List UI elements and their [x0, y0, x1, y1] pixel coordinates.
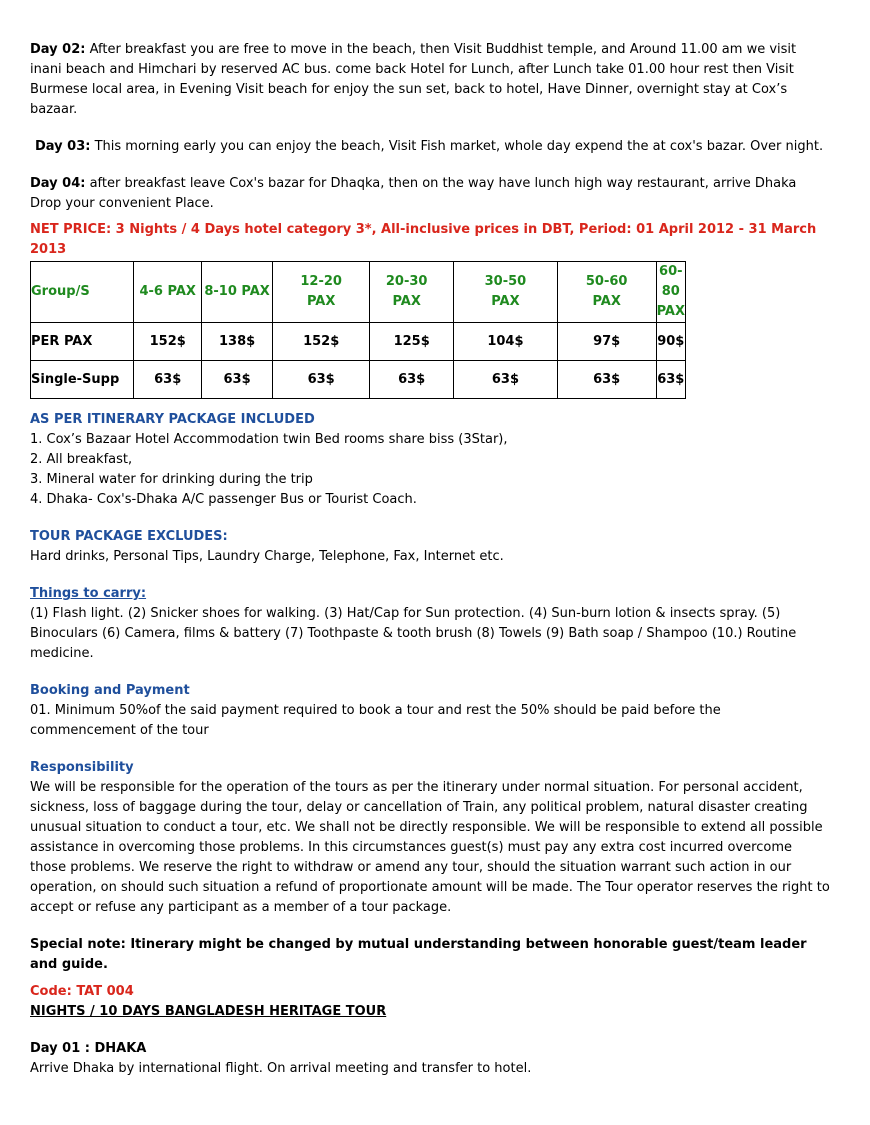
price-cell: 152$ [273, 323, 370, 361]
price-cell: 63$ [557, 361, 656, 399]
price-cell: 125$ [370, 323, 454, 361]
booking-text: 01. Minimum 50%of the said payment required to book a tour and rest the 50% should be paid before the commencement of the tour [30, 703, 721, 738]
row-label: Single-Supp [31, 361, 134, 399]
day-02-paragraph [30, 40, 830, 120]
list-item: 2. All breakfast, [30, 452, 133, 467]
net-price-heading: NET PRICE: 3 Nights / 4 Days hotel category 3*, All-inclusive prices in DBT, Period: 01 April 2012 - 31 March 2013 [30, 222, 817, 257]
day-04-paragraph [30, 174, 830, 214]
header-cell: 50-60 PAX [557, 262, 656, 323]
price-cell: 63$ [454, 361, 558, 399]
price-table [30, 261, 686, 399]
header-cell: 20-30 PAX [370, 262, 454, 323]
header-cell: 8-10 PAX [202, 262, 273, 323]
included-heading: AS PER ITINERARY PACKAGE INCLUDED [30, 412, 315, 427]
price-cell: 152$ [134, 323, 202, 361]
price-cell: 63$ [370, 361, 454, 399]
day-02-text: After breakfast you are free to move in the beach, then Visit Buddhist temple, and Around 11.00 am we visit inani beach and Himchari by reserved AC bus. come back Hotel for Lunch, after Lunch take 01.00 hour rest then Visit Burmese local area, in Evening Visit beach for enjoy the sun set, back to hotel, Have Dinner, overnight stay at Cox’s bazaar. [30, 42, 797, 117]
price-cell: 138$ [202, 323, 273, 361]
price-cell: 63$ [273, 361, 370, 399]
header-cell: 60-80 PAX [656, 262, 685, 323]
day-02-label: Day 02: [30, 42, 86, 57]
responsibility-heading: Responsibility [30, 760, 134, 775]
booking-heading: Booking and Payment [30, 683, 190, 698]
tour-code: Code: TAT 004 [30, 984, 134, 999]
price-cell: 63$ [134, 361, 202, 399]
table-row [31, 361, 686, 399]
day-04-text: after breakfast leave Cox's bazar for Dhaqka, then on the way have lunch high way restaurant, arrive Dhaka Drop your convenient Place. [30, 176, 797, 211]
day-03-text: This morning early you can enjoy the beach, Visit Fish market, whole day expend the at cox's bazar. Over night. [90, 139, 824, 154]
price-cell: 90$ [656, 323, 685, 361]
document-page [30, 40, 830, 1079]
special-note: Special note: Itinerary might be changed by mutual understanding between honorable guest/team leader and guide. [30, 937, 807, 972]
list-item: 3. Mineral water for drinking during the trip [30, 472, 313, 487]
day-03-label: Day 03: [35, 139, 91, 154]
tour-title: NIGHTS / 10 DAYS BANGLADESH HERITAGE TOUR [30, 1004, 387, 1019]
responsibility-text: We will be responsible for the operation of the tours as per the itinerary under normal situation. For personal accident, sickness, loss of baggage during the tour, delay or cancellation of Train, any political problem, natural disaster creating unusual situation to conduct a tour, etc. We shall not be directly responsible. We will be responsible to extend all possible assistance in overcoming those problems. In this circumstances guest(s) must pay any extra cost incurred overcome those problems. We reserve the right to withdraw or amend any tour, should the situation warrant such action in our operation, on should such situation a refund of proportionate amount will be made. The Tour operator reserves the right to accept or refuse any participant as a member of a tour package. [30, 780, 830, 915]
price-cell: 63$ [202, 361, 273, 399]
excludes-text: Hard drinks, Personal Tips, Laundry Charge, Telephone, Fax, Internet etc. [30, 549, 504, 564]
price-cell: 97$ [557, 323, 656, 361]
row-label: PER PAX [31, 323, 134, 361]
header-cell: 12-20 PAX [273, 262, 370, 323]
list-item: 1. Cox’s Bazaar Hotel Accommodation twin Bed rooms share biss (3Star), [30, 432, 508, 447]
day-03-paragraph [30, 137, 830, 157]
price-cell: 104$ [454, 323, 558, 361]
excludes-heading: TOUR PACKAGE EXCLUDES: [30, 529, 228, 544]
things-to-carry-heading: Things to carry: [30, 586, 147, 601]
things-to-carry-text: (1) Flash light. (2) Snicker shoes for walking. (3) Hat/Cap for Sun protection. (4) Sun-burn lotion & insects spray. (5) Binoculars (6) Camera, films & battery (7) Toothpaste & tooth brush (8) Towels (9) Bath soap / Shampoo (10.) Routine medicine. [30, 606, 797, 661]
day-01-label: Day 01 : DHAKA [30, 1041, 147, 1056]
list-item: 4. Dhaka- Cox's-Dhaka A/C passenger Bus or Tourist Coach. [30, 492, 417, 507]
included-list [30, 430, 830, 510]
day-01-text: Arrive Dhaka by international flight. On arrival meeting and transfer to hotel. [30, 1061, 532, 1076]
header-cell: 30-50 PAX [454, 262, 558, 323]
header-cell: Group/S [31, 262, 134, 323]
price-table-header-row [31, 262, 686, 323]
day-04-label: Day 04: [30, 176, 86, 191]
header-cell: 4-6 PAX [134, 262, 202, 323]
table-row [31, 323, 686, 361]
price-cell: 63$ [656, 361, 685, 399]
